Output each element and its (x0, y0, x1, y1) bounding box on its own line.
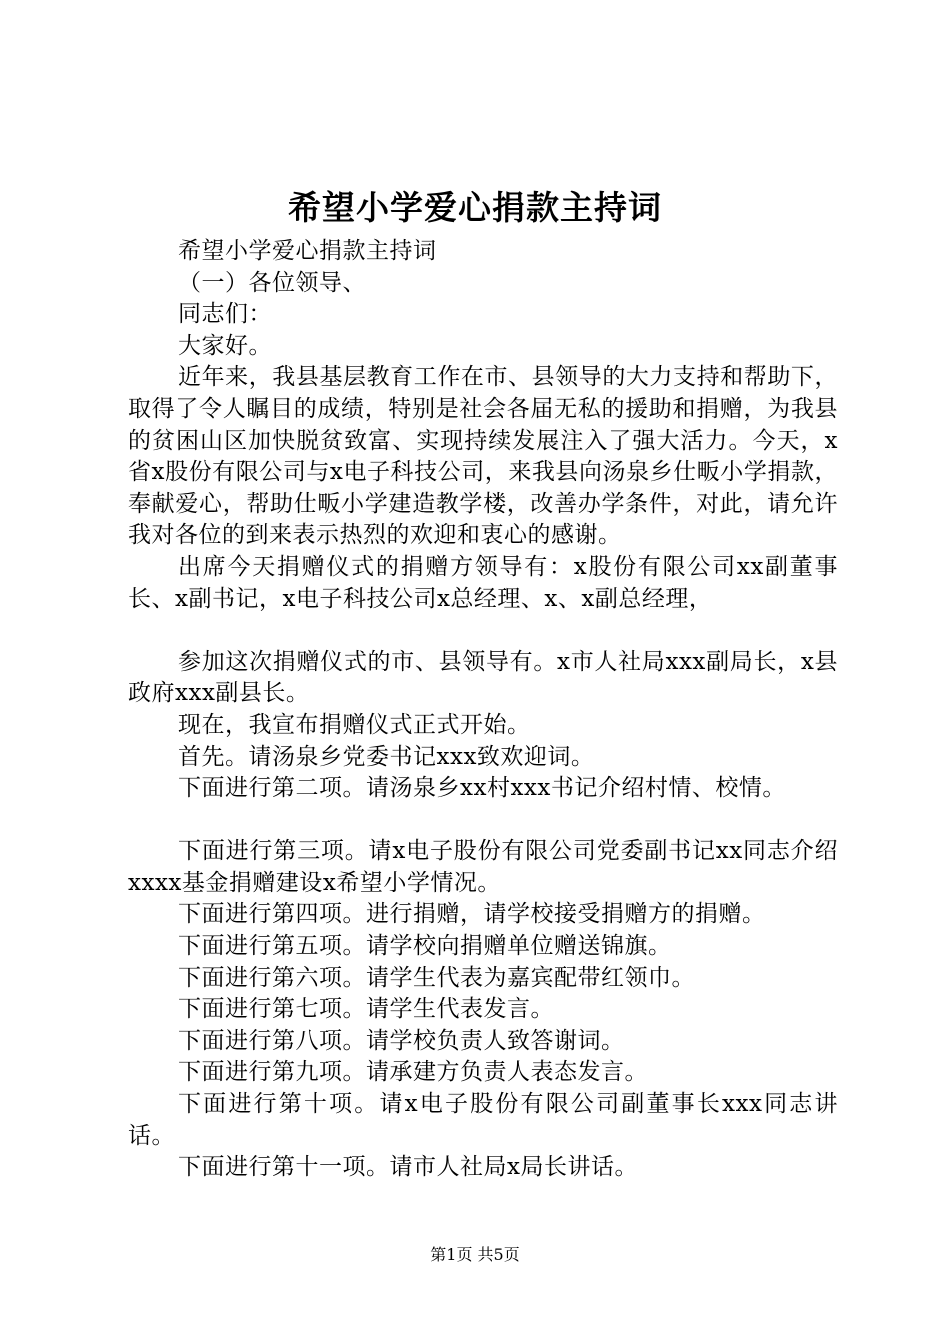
paragraph-introduction: 近年来，我县基层教育工作在市、县领导的大力支持和帮助下，取得了令人瞩目的成绩，特别是社会各届无私的援助和捐赠，为我县的贫困山区加快脱贫致富、实现持续发展注入了强大活力。今天，x省x股份有限公司与x电子科技公司，来我县向汤泉乡仕畈小学捐款，奉献爱心，帮助仕畈小学建造教学楼，改善办学条件，对此，请允许我对各位的到来表示热烈的欢迎和衷心的感谢。 (128, 364, 838, 549)
blank-line (128, 805, 838, 837)
blank-line (128, 615, 838, 647)
paragraph-item-6: 下面进行第六项。请学生代表为嘉宾配带红领巾。 (178, 964, 695, 991)
paragraph-salutation-leaders: （一）各位领导、 (178, 269, 366, 296)
paragraph-salutation-comrades: 同志们： (178, 301, 272, 328)
paragraph-ceremony-start: 现在，我宣布捐赠仪式正式开始。 (178, 711, 531, 738)
paragraph-item-1: 首先。请汤泉乡党委书记xxx致欢迎词。 (178, 743, 595, 770)
paragraph-item-2: 下面进行第二项。请汤泉乡xx村xxx书记介绍村情、校情。 (178, 775, 786, 802)
paragraph-greeting: 大家好。 (178, 332, 272, 359)
paragraph-item-3: 下面进行第三项。请x电子股份有限公司党委副书记xx同志介绍xxxx基金捐赠建设x希望小学情况。 (128, 838, 838, 896)
paragraph-item-5: 下面进行第五项。请学校向捐赠单位赠送锦旗。 (178, 933, 672, 960)
paragraph-city-leaders: 参加这次捐赠仪式的市、县领导有。x市人社局xxx副局长，x县政府xxx副县长。 (128, 648, 838, 707)
document-title: 希望小学爱心捐款主持词 (288, 188, 662, 227)
document-body (128, 236, 838, 1184)
paragraph-item-8: 下面进行第八项。请学校负责人致答谢词。 (178, 1027, 625, 1054)
paragraph-item-4: 下面进行第四项。进行捐赠，请学校接受捐赠方的捐赠。 (178, 901, 766, 928)
page-footer: 第1页 共5页 (430, 1245, 520, 1264)
paragraph-item-7: 下面进行第七项。请学生代表发言。 (178, 996, 554, 1023)
paragraph-item-11: 下面进行第十一项。请市人社局x局长讲话。 (178, 1154, 638, 1181)
paragraph-donor-leaders: 出席今天捐赠仪式的捐赠方领导有：x股份有限公司xx副董事长、x副书记，x电子科技公司x总经理、x、x副总经理， (128, 553, 838, 612)
paragraph-item-10: 下面进行第十项。请x电子股份有限公司副董事长xxx同志讲话。 (128, 1091, 838, 1149)
paragraph-subtitle: 希望小学爱心捐款主持词 (178, 238, 437, 264)
paragraph-item-9: 下面进行第九项。请承建方负责人表态发言。 (178, 1059, 648, 1086)
